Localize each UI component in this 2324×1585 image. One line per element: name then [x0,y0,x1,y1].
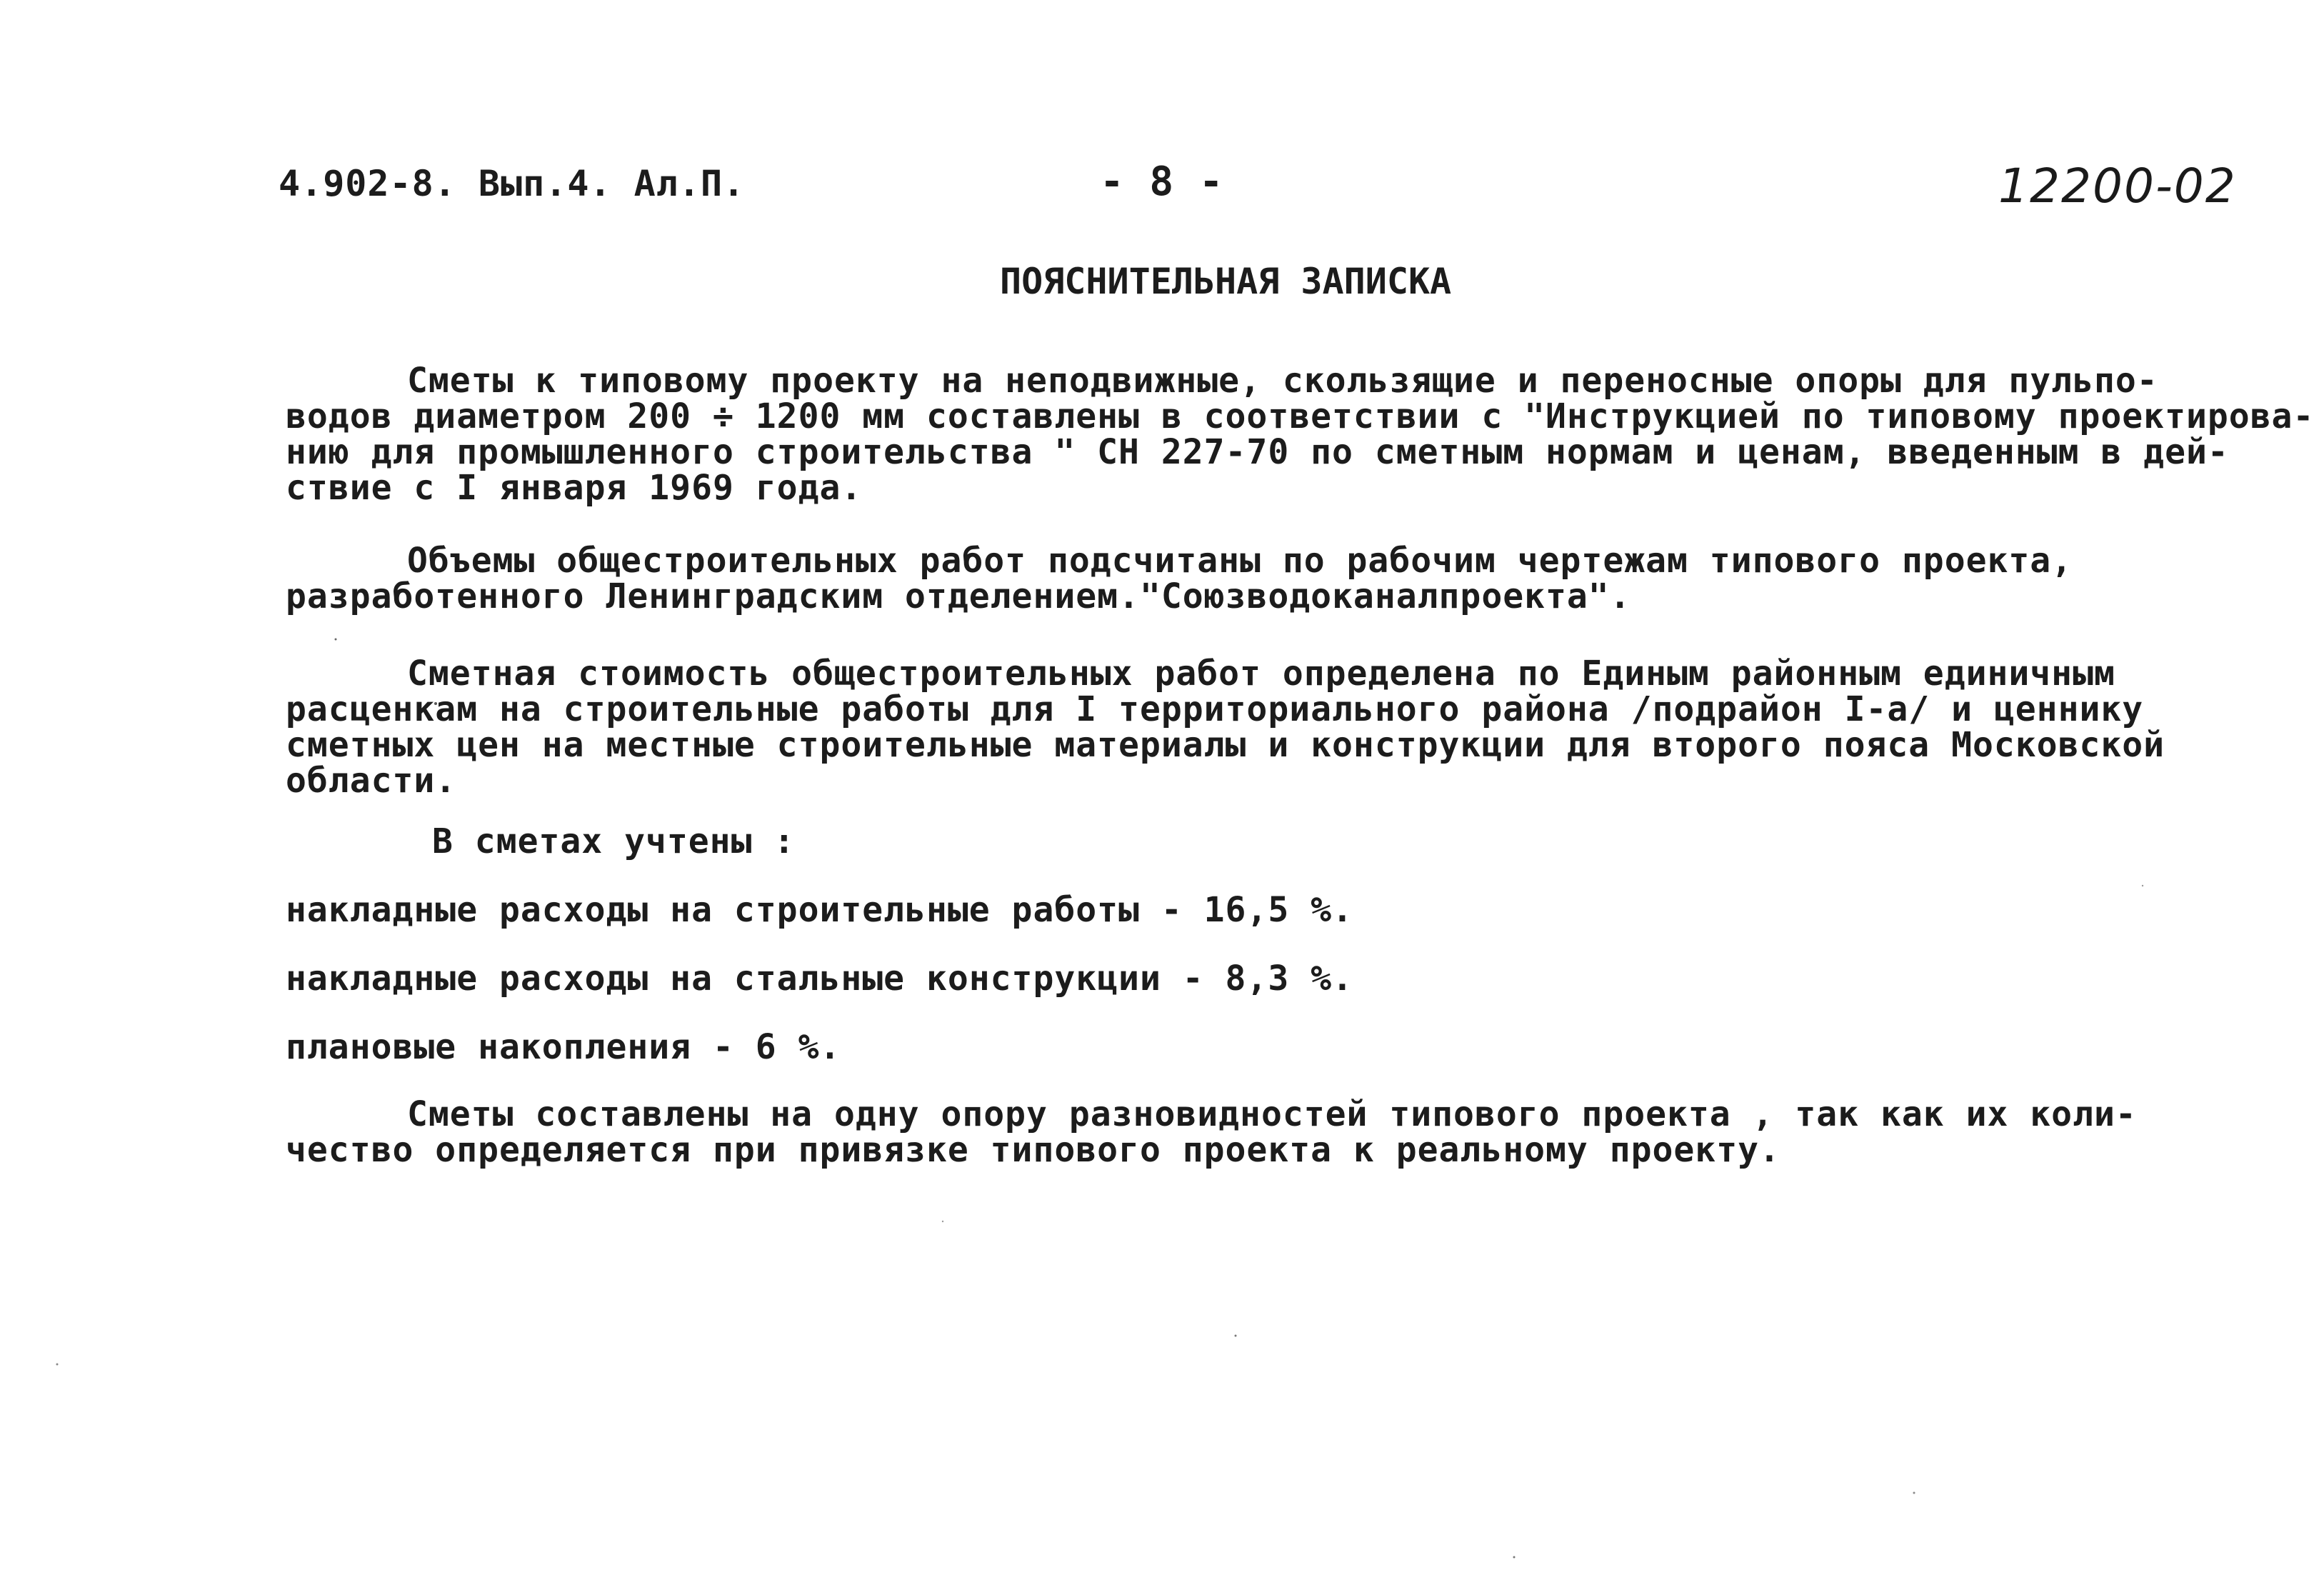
paragraph-line: Сметы к типовому проекту на неподвижные, скользящие и переносные опоры для пульпо- [407,361,2158,401]
paragraph-line: водов диаметром 200 ÷ 1200 мм составлены в соответствии с "Инструкцией по типовому проектирова- [286,396,2315,436]
paragraph-line: Объемы общестроительных работ подсчитаны по рабочим чертежам типового проекта, [407,541,2073,581]
paragraph-line: нию для промышленного строительства " СН 227-70 по сметным нормам и ценам, введенным в дей- [286,432,2229,472]
paragraph-line: сметных цен на местные строительные материалы и конструкции для второго пояса Московской [286,725,2165,765]
paragraph-line: расценкам на строительные работы для I территориального района /подрайон I-а/ и ценнику [286,689,2144,729]
paragraph-estimate-unit [286,1096,2285,1168]
rate-line-overhead-steel: накладные расходы на стальные конструкции - 8,3 %. [286,959,1353,999]
paragraph-line: разработенного Ленинградским отделением."Союзводоканалпроекта". [286,576,1631,616]
paragraph-line: Сметы составлены на одну опору разновидностей типового проекта , так как их коли- [407,1094,2137,1134]
document-title: ПОЯСНИТЕЛЬНАЯ ЗАПИСКА [1000,261,1452,302]
sheet-code-handwritten: 12200-02 [1998,159,2237,214]
rate-line-planned-savings: плановые накопления - 6 %. [286,1027,841,1067]
paragraph-line: чество определяется при привязке типового проекта к реальному проекту. [286,1130,1780,1170]
paragraph-cost [286,656,2285,799]
paragraph-line: Сметная стоимость общестроительных работ определена по Единым районным единичным [407,654,2115,694]
page-number: - 8 - [1100,159,1224,205]
rates-intro: В сметах учтены : [432,821,796,861]
paragraph-line: области. [286,761,457,801]
document-code: 4.902-8. Вып.4. Ал.П. [279,163,746,204]
rate-line-overhead-construction: накладные расходы на строительные работы - 16,5 %. [286,890,1353,930]
paragraph-scope [286,361,2315,508]
paragraph-line: ствие с I января 1969 года. [286,468,863,508]
paragraph-volumes [286,543,2285,614]
